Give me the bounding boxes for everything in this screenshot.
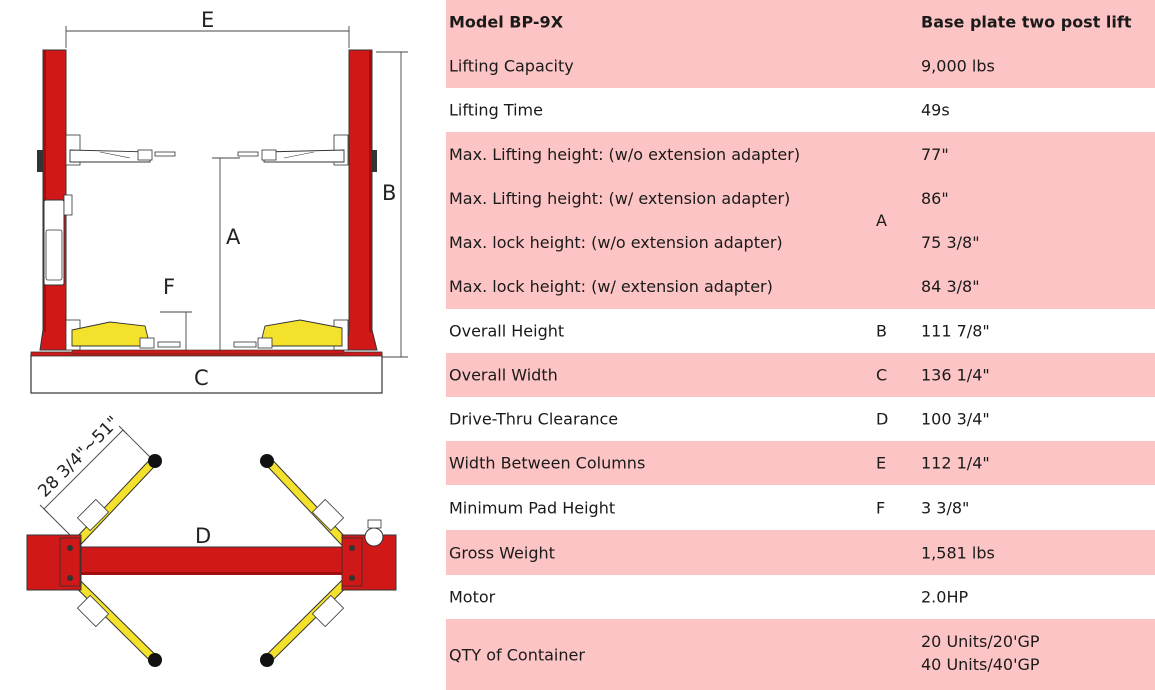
dim-label-c: C [194, 366, 209, 390]
spec-value: 86" [921, 189, 949, 208]
spec-value: 20 Units/20'GP [921, 632, 1040, 651]
spec-label: Motor [449, 587, 496, 607]
spec-value: 75 3/8" [921, 233, 980, 252]
spec-value: 49s [921, 100, 950, 120]
spec-letter: F [876, 498, 886, 517]
spec-label: Overall Width [449, 365, 558, 385]
spec-value: 100 3/4" [921, 409, 990, 429]
spec-value: 136 1/4" [921, 365, 990, 385]
dim-label-b: B [382, 181, 397, 205]
spec-label: Max. lock height: (w/o extension adapter) [449, 233, 783, 252]
table-row-group-a [446, 132, 1155, 309]
spec-letter: E [876, 453, 887, 473]
lift-diagram-svg [0, 0, 446, 690]
spec-label: Max. Lifting height: (w/ extension adapter) [449, 189, 791, 208]
spec-label: Lifting Time [449, 100, 543, 120]
lower-right-arm [234, 320, 348, 350]
right-column [346, 50, 377, 350]
table-row [446, 88, 1155, 132]
left-column [37, 50, 72, 350]
lift-diagram [0, 0, 446, 690]
dim-label-f: F [163, 275, 176, 299]
model-type: Base plate two post lift [921, 12, 1132, 32]
table-row [446, 353, 1155, 397]
spec-label: Overall Height [449, 321, 565, 341]
spec-label: Gross Weight [449, 543, 555, 562]
spec-letter: B [876, 321, 887, 341]
upper-right-arm [238, 135, 348, 165]
spec-value: 84 3/8" [921, 277, 980, 296]
spec-label: QTY of Container [449, 645, 585, 664]
spec-label: Minimum Pad Height [449, 498, 616, 517]
spec-value: 112 1/4" [921, 453, 990, 473]
table-row [446, 619, 1155, 690]
spec-label: Lifting Capacity [449, 56, 574, 76]
lower-left-arm [66, 320, 180, 350]
spec-value: 2.0HP [921, 587, 969, 607]
spec-label: Drive-Thru Clearance [449, 409, 619, 429]
upper-left-arm [66, 135, 175, 165]
floor-plate [72, 350, 344, 354]
spec-label: Max. Lifting height: (w/o extension adapter) [449, 145, 801, 164]
spec-letter: D [876, 409, 889, 429]
motor [365, 520, 383, 546]
spec-table [446, 0, 1155, 690]
dim-label-a: A [226, 225, 241, 249]
spec-value-2: 40 Units/40'GP [921, 655, 1040, 674]
spec-value: 9,000 lbs [921, 56, 995, 76]
top-view-base [76, 547, 346, 573]
dim-label-arm-range: 28 3/4"~51" [34, 412, 124, 502]
table-row [446, 441, 1155, 485]
dim-label-d: D [195, 524, 212, 548]
spec-value: 111 7/8" [921, 321, 990, 341]
dim-label-e: E [201, 8, 215, 32]
table-row [446, 485, 1155, 530]
spec-letter-a: A [876, 211, 887, 230]
spec-value: 1,581 lbs [921, 543, 995, 562]
spec-label: Width Between Columns [449, 453, 646, 473]
spec-label: Max. lock height: (w/ extension adapter) [449, 277, 773, 296]
table-row [446, 309, 1155, 353]
table-row [446, 397, 1155, 441]
table-row [446, 44, 1155, 88]
spec-value: 3 3/8" [921, 498, 970, 517]
model-name: Model BP-9X [449, 12, 564, 32]
table-row [446, 530, 1155, 575]
table-row [446, 575, 1155, 619]
table-header-row [446, 0, 1155, 44]
spec-letter: C [876, 365, 888, 385]
spec-value: 77" [921, 145, 949, 164]
top-view-left-column [27, 535, 81, 590]
